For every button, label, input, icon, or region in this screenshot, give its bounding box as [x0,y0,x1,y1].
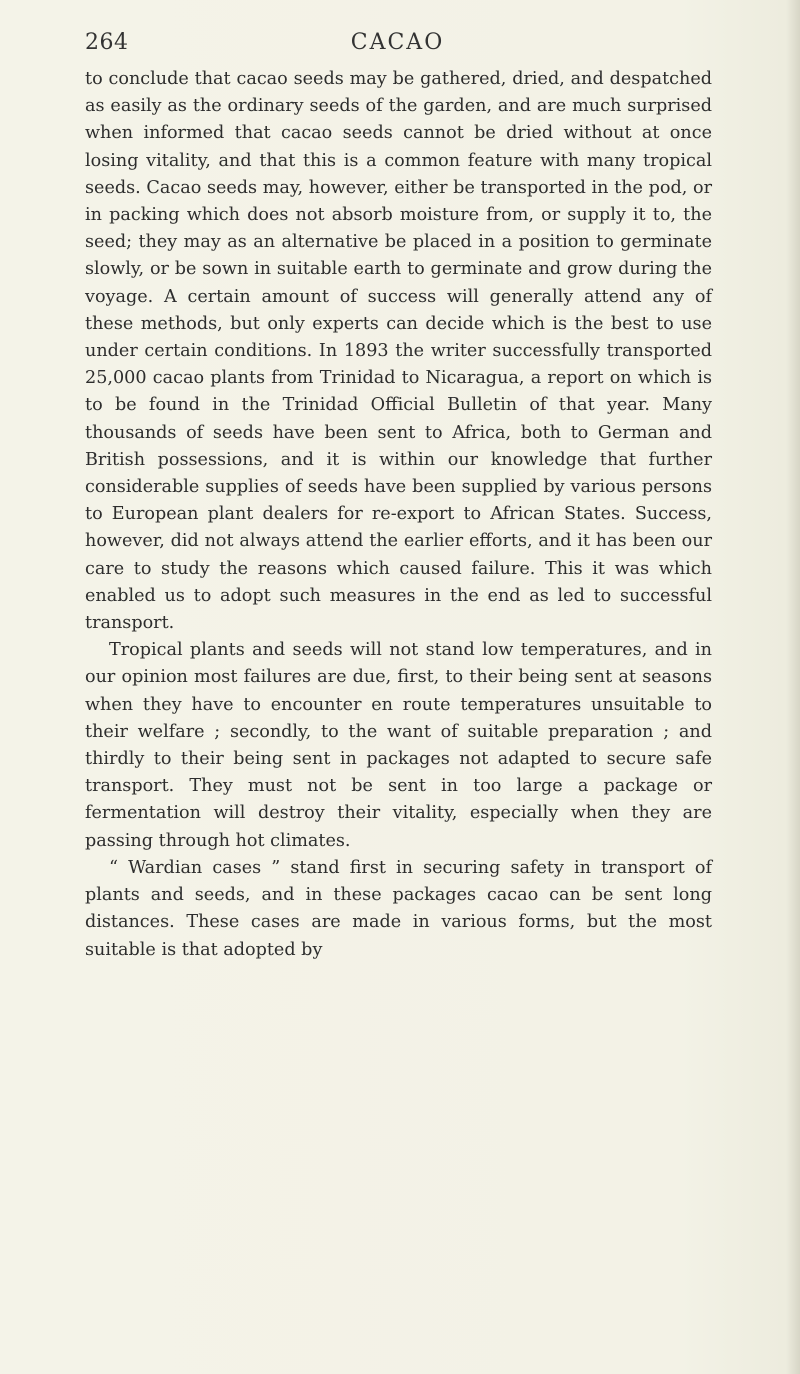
page-header [85,30,710,60]
page-edge-shadow [786,0,800,1374]
body-text [85,66,712,964]
page-number: 264 [85,30,129,55]
paragraph-temperatures: Tropical plants and seeds will not stand low temperatures, and in our opinion most failures are due, first, to their being sent at seasons when they have to encounter en route temperatures unsuitable to their welfare ; secondly, to the want of suitable preparation ; and thirdly to their being sent in packages not adapted to secure safe transport. They must not be sent in too large a package or fermentation will destroy their vitality, especially when they are passing through hot climates. [85,640,712,851]
paragraph-continued: to conclude that cacao seeds may be gathered, dried, and despatched as easily as the ordinary seeds of the garden, and are much surprised when informed that cacao seeds cannot be dried without at once losing vitality, and that this is a common feature with many tropical seeds. Cacao seeds may, however, either be transported in the pod, or in packing which does not absorb moisture from, or supply it to, the seed; they may as an alternative be placed in a position to germinate slowly, or be sown in suitable earth to germinate and grow during the voyage. A certain amount of success will generally attend any of these methods, but only experts can decide which is the best to use under certain conditions. In 1893 the writer successfully transported 25,000 cacao plants from Trinidad to Nicaragua, a report on which is to be found in the Trinidad Official Bulletin of that year. Many thousands of seeds have been sent to Africa, both to German and British possessions, and it is within our knowledge that further considerable supplies of seeds have been supplied by various persons to European plant dealers for re-export to African States. Success, however, did not always attend the earlier efforts, and it has been our care to study the reasons which caused failure. This it was which enabled us to adopt such measures in the end as led to successful transport. [85,69,712,634]
paragraph-wardian-cases: “ Wardian cases ” stand first in securing safety in transport of plants and seeds, and in these packages cacao can be sent long distances. These cases are made in various forms, but the most suitable is that adopted by [85,857,712,960]
running-head: CACAO [350,30,445,55]
